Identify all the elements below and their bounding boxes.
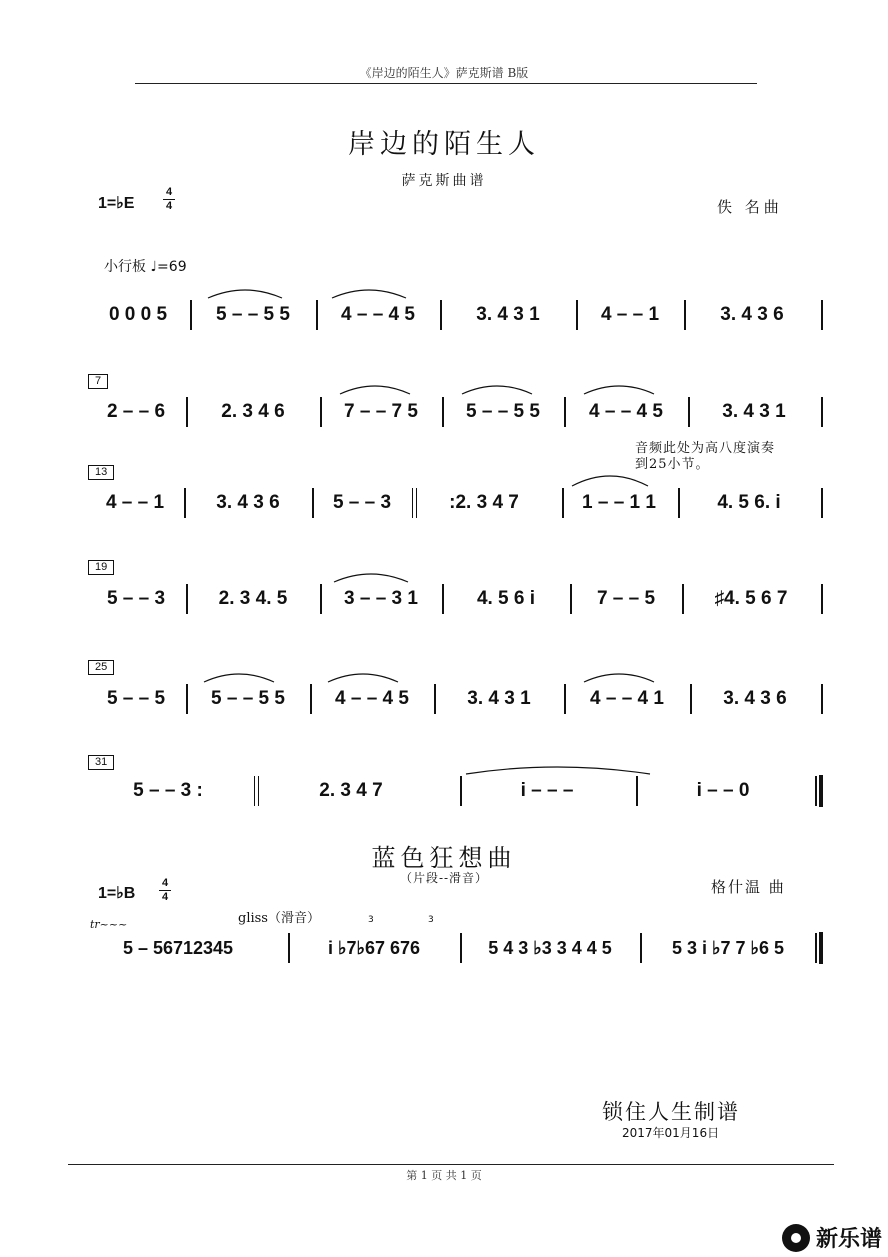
tie	[462, 386, 532, 394]
tempo-marking: 小行板 ♩=69	[104, 259, 187, 275]
arranger-signature: 锁住人生制谱	[602, 1100, 740, 1124]
measure: i – – 0	[696, 780, 750, 801]
measure-number: 25	[88, 660, 114, 675]
measure: 5 – – 5 5	[211, 688, 285, 709]
measure: ♯4. 5 6 7	[714, 588, 788, 609]
measure-number: 13	[88, 465, 114, 480]
measure: 5 – – 3	[332, 492, 392, 513]
footer-rule	[68, 1164, 834, 1165]
measure-number: 31	[88, 755, 114, 770]
tie	[208, 290, 282, 298]
measure: 3. 4 3 6	[216, 492, 280, 513]
triplet-mark: 3	[428, 915, 434, 925]
measure: 2 – – 6	[106, 401, 166, 422]
tie	[204, 674, 274, 682]
gliss-marking: gliss（滑音）	[238, 911, 320, 926]
measure: i ♭7♭67 676	[327, 937, 421, 958]
measure: 2. 3 4 7	[319, 780, 383, 801]
time-top: 4	[161, 877, 169, 889]
time-signature	[159, 878, 171, 903]
measure: 4. 5 6. i	[717, 492, 781, 513]
measure-number: 7	[88, 374, 108, 389]
measure-number: 19	[88, 560, 114, 575]
piece-title: 岸边的陌生人	[348, 129, 540, 160]
tie	[572, 476, 648, 486]
measure: 4 – – 4 5	[341, 304, 415, 325]
measure: 3. 4 3 1	[722, 401, 786, 422]
measure: 5 3 i ♭7 7 ♭6 5	[671, 937, 785, 958]
measure: 5 – – 5	[106, 688, 166, 709]
measure: 3. 4 3 1	[467, 688, 531, 709]
measure: 3. 4 3 1	[476, 304, 540, 325]
measure: i – – –	[520, 780, 574, 801]
measure: 7 – – 5	[596, 588, 656, 609]
measure: 2. 3 4. 5	[218, 588, 288, 609]
measure: 0 0 0 5	[108, 304, 168, 325]
score-row-7	[88, 933, 824, 963]
measure: 5 – – 3 :	[133, 780, 203, 801]
measure: 5 – – 5 5	[466, 401, 540, 422]
tie	[332, 290, 406, 298]
second-piece-subtitle: （片段--滑音）	[399, 871, 489, 885]
second-piece-title: 蓝色狂想曲	[371, 844, 517, 872]
measure: :2. 3 4 7	[449, 492, 519, 513]
piece-subtitle: 萨克斯曲谱	[401, 173, 487, 189]
measure: 4 – – 4 1	[590, 688, 664, 709]
measure: 2. 3 4 6	[221, 401, 285, 422]
performance-note-line: 到25小节。	[635, 457, 710, 472]
measure: 4 – – 4 5	[589, 401, 663, 422]
measure: 3. 4 3 6	[720, 304, 784, 325]
measure: 4 – – 4 5	[335, 688, 409, 709]
measure: 4. 5 6 i	[476, 588, 536, 609]
time-top: 4	[165, 186, 173, 198]
key-signature: 1=♭B	[98, 885, 136, 902]
time-bottom: 4	[165, 200, 173, 212]
vinyl-record-icon	[782, 1224, 810, 1252]
tie	[584, 386, 654, 394]
measure: 4 – – 1	[105, 492, 165, 513]
page-header: 《岸边的陌生人》萨克斯谱 B版	[359, 66, 529, 80]
measure: 5 – 56712345	[122, 937, 234, 958]
tie	[334, 574, 408, 582]
brand-watermark	[782, 1222, 882, 1253]
measure: 4 – – 1	[600, 304, 660, 325]
tie	[328, 674, 398, 682]
tie	[584, 674, 654, 682]
page-footer: 第 1 页 共 1 页	[406, 1169, 482, 1182]
tie	[340, 386, 410, 394]
tie	[466, 767, 650, 774]
performance-note-line: 音频此处为高八度演奏	[635, 441, 776, 456]
trill-marking: tr~~~	[90, 918, 128, 931]
key-signature: 1=♭E	[98, 195, 135, 212]
measure: 5 – – 5 5	[216, 304, 290, 325]
brand-name: 新乐谱	[815, 1227, 882, 1252]
measure: 5 4 3 ♭3 3 4 4 5	[488, 937, 612, 958]
composer-credit: 格什温 曲	[711, 878, 786, 896]
arrangement-date: 2017年01月16日	[622, 1126, 720, 1140]
triplet-mark: 3	[368, 915, 374, 925]
measure: 5 – – 3	[106, 588, 166, 609]
measure: 3. 4 3 6	[723, 688, 787, 709]
measure: 7 – – 7 5	[344, 401, 418, 422]
measure: 1 – – 1 1	[582, 492, 656, 513]
time-bottom: 4	[161, 891, 169, 903]
measure: 3 – – 3 1	[344, 588, 418, 609]
composer-credit: 佚 名曲	[717, 198, 783, 216]
